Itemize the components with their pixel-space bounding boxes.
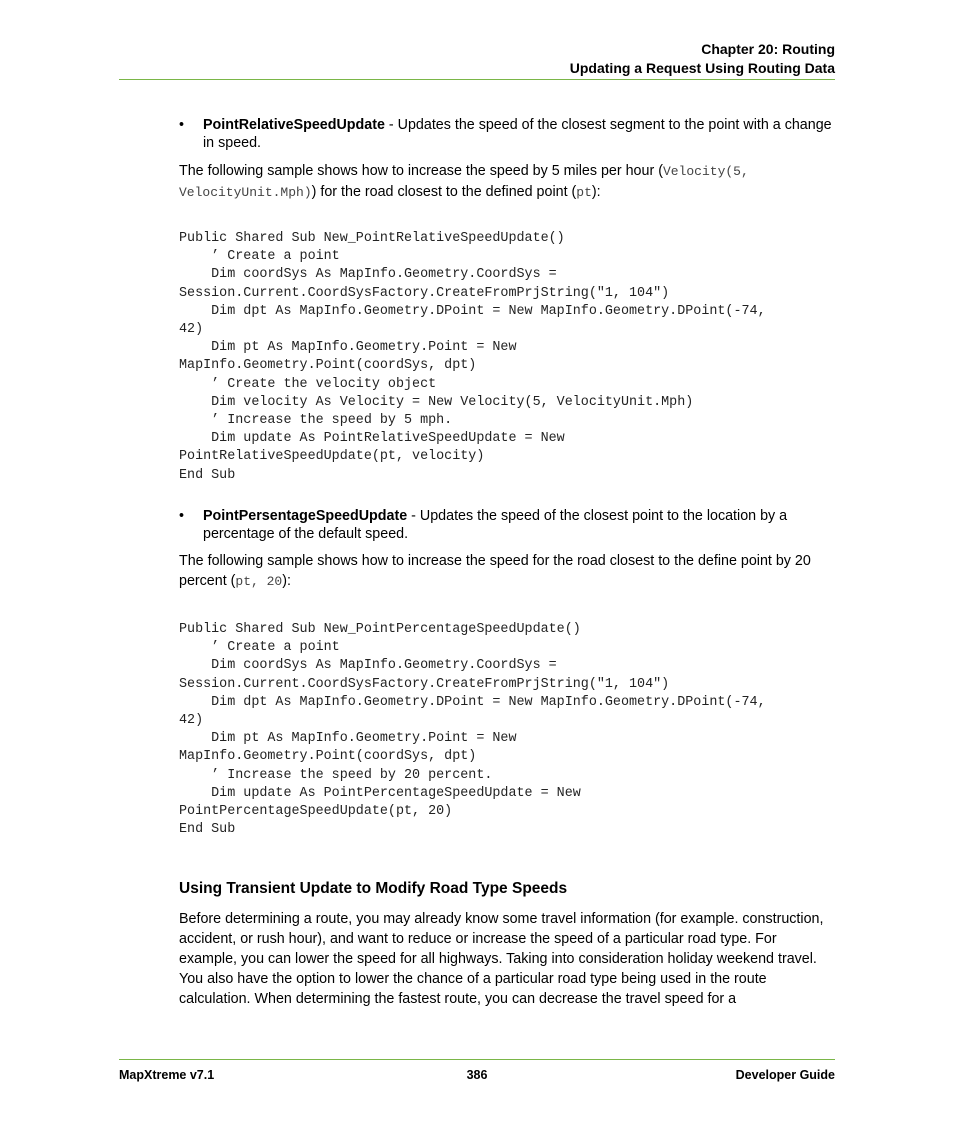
code-sample-2: [179, 621, 835, 839]
paragraph-text: The following sample shows how to increase the speed for the road closest to the define point by 20 percent (: [179, 553, 811, 589]
body-paragraph: Before determining a route, you may already know some travel information (for example. construction, accident, or rush hour), and want to reduce or increase the speed of a particular road type. For example, you can lower the speed for all highways. Taking into consideration holiday weekend travel. You also have the option to lower the chance of a particular road type being used in the route calculation. When determining the fastest route, you can decrease the travel speed for a: [179, 911, 824, 1007]
code-block: Public Shared Sub New_PointRelativeSpeedUpdate() ’ Create a point Dim coordSys As MapInfo.Geometry.CoordSys = Session.Current.CoordSysFactory.CreateFromPrjString("1, 104") Dim dpt As MapInfo.Geometry.DPoint = New MapInfo.Geometry.DPoint(-74, 42) Dim pt As MapInfo.Geometry.Point = New MapInfo.Geometry.Point(coordSys, dpt) ’ Create the velocity object Dim velocity As Velocity = New Velocity(5, VelocityUnit.Mph) ’ Increase the speed by 5 mph. Dim update As PointRelativeSpeedUpdate = New PointRelativeSpeedUpdate(pt, velocity) End Sub: [179, 231, 766, 483]
footer-rule: [119, 1059, 835, 1060]
inline-code: Velocity(5, VelocityUnit.Mph): [179, 164, 749, 200]
bullet-description: - Updates the speed of the closest point to the location by a percentage of the default speed.: [203, 508, 788, 542]
paragraph-text: ):: [282, 573, 291, 589]
paragraph-text: ):: [591, 184, 601, 200]
bullet-marker: •: [179, 508, 185, 524]
bullet-description: - Updates the speed of the closest segment to the point with a change in speed.: [203, 117, 832, 151]
bullet-relative-speed-update: [179, 116, 835, 152]
page-header: [119, 40, 835, 78]
section-title: Updating a Request Using Routing Data: [569, 60, 835, 76]
chapter-title: Chapter 20: Routing: [701, 41, 835, 57]
code-sample-1: [179, 230, 835, 485]
bullet-term: PointRelativeSpeedUpdate: [203, 117, 385, 133]
header-rule: [119, 79, 835, 80]
intro-paragraph-1: [179, 161, 835, 203]
footer-guide: Developer Guide: [735, 1068, 835, 1082]
bullet-marker: •: [179, 117, 185, 133]
bullet-term: PointPersentageSpeedUpdate: [203, 508, 408, 524]
footer-product: MapXtreme v7.1: [119, 1068, 215, 1082]
paragraph-text: ) for the road closest to the defined point (: [311, 184, 577, 200]
intro-paragraph-2: [179, 551, 835, 592]
code-block: Public Shared Sub New_PointPercentageSpeedUpdate() ’ Create a point Dim coordSys As MapInfo.Geometry.CoordSys = Session.Current.CoordSysFactory.CreateFromPrjString("1, 104") Dim dpt As MapInfo.Geometry.DPoint = New MapInfo.Geometry.DPoint(-74, 42) Dim pt As MapInfo.Geometry.Point = New MapInfo.Geometry.Point(coordSys, dpt) ’ Increase the speed by 20 percent. Dim update As PointPercentageSpeedUpdate = New PointPercentageSpeedUpdate(pt, 20) End Sub: [179, 622, 766, 838]
inline-code: pt, 20: [235, 574, 283, 589]
section-heading-wrap: [179, 879, 835, 899]
bullet-percentage-speed-update: [179, 507, 835, 543]
inline-code: pt: [576, 185, 592, 200]
footer-page-number: 386: [466, 1068, 488, 1082]
paragraph-text: The following sample shows how to increase the speed by 5 miles per hour (: [179, 163, 663, 179]
section-heading: Using Transient Update to Modify Road Type Speeds: [179, 880, 568, 897]
